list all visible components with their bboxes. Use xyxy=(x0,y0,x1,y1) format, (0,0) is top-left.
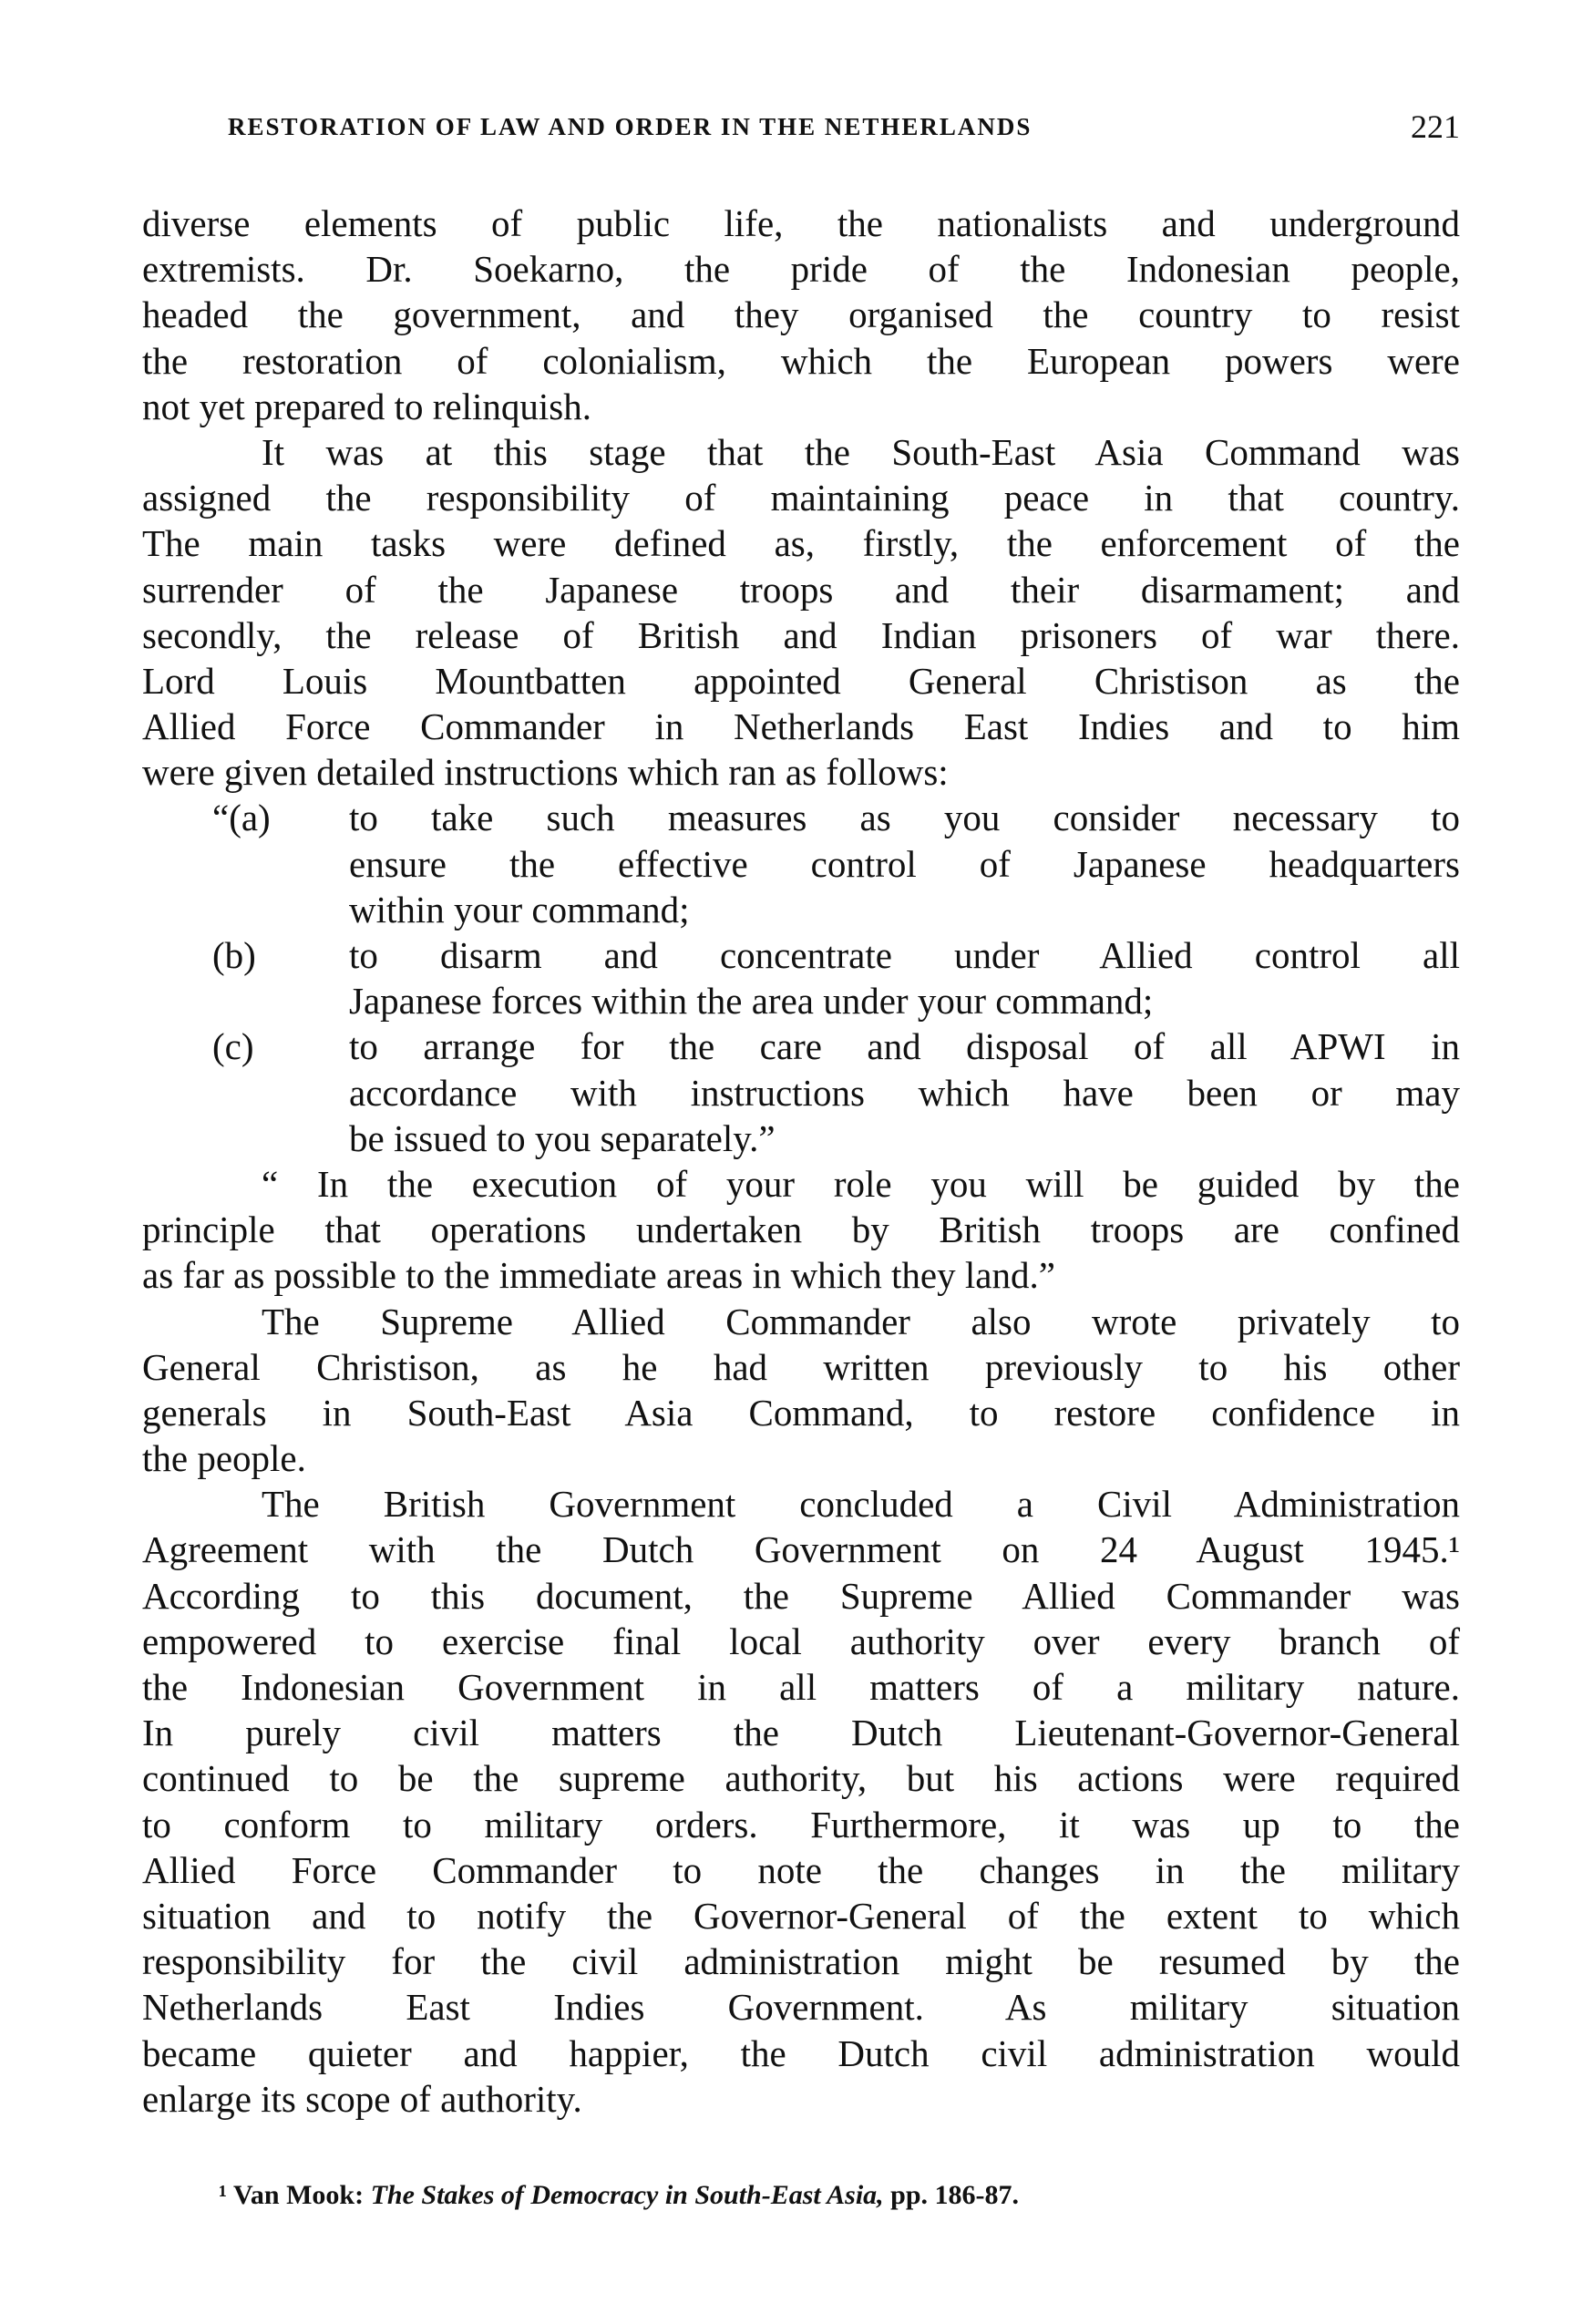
text-line xyxy=(142,887,1460,932)
quoted-paragraph xyxy=(142,1161,1460,1299)
line-text: continued to be the supreme authority, but his actions were required xyxy=(142,1757,1460,1800)
text-line xyxy=(142,1070,1460,1116)
line-text: assigned the responsibility of maintaining peace in that country. xyxy=(142,477,1460,519)
line-text: Allied Force Commander in Netherlands East Indies and to him xyxy=(142,705,1460,748)
text-line xyxy=(142,1161,1460,1207)
text-line xyxy=(142,1664,1460,1710)
text-line xyxy=(142,429,1460,475)
line-text: extremists. Dr. Soekarno, the pride of the Indonesian people, xyxy=(142,248,1460,291)
line-text: be issued to you separately.” xyxy=(349,1116,776,1159)
line-text: The British Government concluded a Civil Administration xyxy=(262,1483,1460,1526)
page-header xyxy=(228,108,1460,153)
text-line xyxy=(142,932,1460,978)
text-line xyxy=(142,1755,1460,1801)
text-line xyxy=(142,1984,1460,2030)
text-line xyxy=(142,704,1460,749)
line-text: to disarm and concentrate under Allied control all xyxy=(349,934,1460,976)
line-text: to arrange for the care and disposal of all APWI in xyxy=(349,1025,1460,1068)
line-text: the restoration of colonialism, which the European powers were xyxy=(142,339,1460,382)
line-text: The main tasks were defined as, firstly, the enforcement of the xyxy=(142,522,1460,565)
text-line xyxy=(142,1573,1460,1619)
text-line xyxy=(142,1252,1460,1298)
text-line xyxy=(142,1938,1460,1984)
line-text: “ In the execution of your role you will be guided by the xyxy=(262,1162,1460,1205)
line-text: became quieter and happier, the Dutch civil administration would xyxy=(142,2031,1460,2074)
line-text: Lord Louis Mountbatten appointed General Christison as the xyxy=(142,659,1460,702)
line-text: as far as possible to the immediate areas in which they land.” xyxy=(142,1254,1055,1297)
paragraph xyxy=(142,429,1460,796)
text-line xyxy=(142,1527,1460,1572)
line-text: to conform to military orders. Furthermore, it was up to the xyxy=(142,1803,1460,1846)
footnote-pages: pp. 186-87. xyxy=(890,2180,1020,2210)
text-line xyxy=(142,1023,1460,1069)
text-line xyxy=(142,475,1460,520)
list-item xyxy=(142,795,1460,932)
line-text: not yet prepared to relinquish. xyxy=(142,385,592,427)
list-item-label: (c) xyxy=(212,1025,254,1068)
text-line xyxy=(142,384,1460,429)
line-text: accordance with instructions which have been or may xyxy=(349,1071,1460,1114)
footnote-author: Van Mook: xyxy=(232,2180,365,2210)
line-text: the Indonesian Government in all matters of a military nature. xyxy=(142,1666,1460,1708)
text-line xyxy=(142,2031,1460,2076)
text-line xyxy=(142,978,1460,1023)
text-line xyxy=(142,612,1460,658)
list-item xyxy=(142,932,1460,1023)
line-text: The Supreme Allied Commander also wrote privately to xyxy=(262,1300,1460,1342)
line-text: According to this document, the Supreme Allied Commander was xyxy=(142,1574,1460,1617)
text-line xyxy=(142,1893,1460,1938)
line-text: Netherlands East Indies Government. As military situation xyxy=(142,1986,1460,2029)
text-line xyxy=(142,1390,1460,1435)
footnote xyxy=(219,2180,1019,2211)
line-text: within your command; xyxy=(349,888,690,931)
text-line xyxy=(142,338,1460,384)
text-line xyxy=(142,1207,1460,1252)
text-line xyxy=(142,658,1460,704)
page-number: 221 xyxy=(1411,108,1460,145)
list-item xyxy=(142,1023,1460,1161)
text-line xyxy=(142,1299,1460,1344)
line-text: principle that operations undertaken by British troops are confined xyxy=(142,1208,1460,1251)
paragraph xyxy=(142,1481,1460,2122)
text-line xyxy=(142,567,1460,612)
text-line xyxy=(142,1435,1460,1481)
running-title: RESTORATION OF LAW AND ORDER IN THE NETHERLANDS xyxy=(228,113,1033,140)
line-text: responsibility for the civil administration might be resumed by the xyxy=(142,1940,1460,1983)
text-line xyxy=(142,1619,1460,1664)
footnote-marker: ¹ xyxy=(219,2180,227,2210)
line-text: diverse elements of public life, the nationalists and underground xyxy=(142,202,1460,244)
text-line xyxy=(142,520,1460,566)
list-item-label: (b) xyxy=(212,934,256,976)
line-text: Allied Force Commander to note the changes in the military xyxy=(142,1848,1460,1891)
line-text: enlarge its scope of authority. xyxy=(142,2077,582,2120)
text-line xyxy=(142,1344,1460,1390)
line-text: to take such measures as you consider necessary to xyxy=(349,797,1460,839)
text-line xyxy=(142,2076,1460,2122)
text-line xyxy=(142,201,1460,246)
line-text: In purely civil matters the Dutch Lieutenant-Governor-General xyxy=(142,1712,1460,1754)
line-text: secondly, the release of British and Indian prisoners of war there. xyxy=(142,613,1460,656)
line-text: the people. xyxy=(142,1437,306,1480)
line-text: Japanese forces within the area under your command; xyxy=(349,980,1154,1023)
line-text: General Christison, as he had written previously to his other xyxy=(142,1345,1460,1388)
text-line xyxy=(142,292,1460,337)
list-item-label: “(a) xyxy=(212,797,271,839)
text-line xyxy=(142,1847,1460,1893)
line-text: Agreement with the Dutch Government on 24 August 1945.¹ xyxy=(142,1528,1460,1571)
text-line xyxy=(142,1710,1460,1755)
line-text: It was at this stage that the South-East Asia Command was xyxy=(262,430,1460,473)
text-line xyxy=(142,749,1460,795)
line-text: headed the government, and they organised the country to resist xyxy=(142,293,1460,336)
line-text: situation and to notify the Governor-General of the extent to which xyxy=(142,1894,1460,1937)
text-line xyxy=(142,246,1460,292)
line-text: were given detailed instructions which ran as follows: xyxy=(142,751,949,794)
text-line xyxy=(142,841,1460,887)
text-line xyxy=(142,1481,1460,1527)
text-line xyxy=(142,1802,1460,1847)
text-line xyxy=(142,1116,1460,1161)
footnote-title: The Stakes of Democracy in South-East Asia, xyxy=(370,2180,884,2210)
line-text: empowered to exercise final local authority over every branch of xyxy=(142,1620,1460,1662)
line-text: ensure the effective control of Japanese headquarters xyxy=(349,842,1460,885)
line-text: surrender of the Japanese troops and their disarmament; and xyxy=(142,568,1460,611)
paragraph xyxy=(142,1299,1460,1482)
paragraph xyxy=(142,201,1460,429)
line-text: generals in South-East Asia Command, to restore confidence in xyxy=(142,1391,1460,1434)
body-text xyxy=(142,201,1460,2122)
text-line xyxy=(142,795,1460,840)
